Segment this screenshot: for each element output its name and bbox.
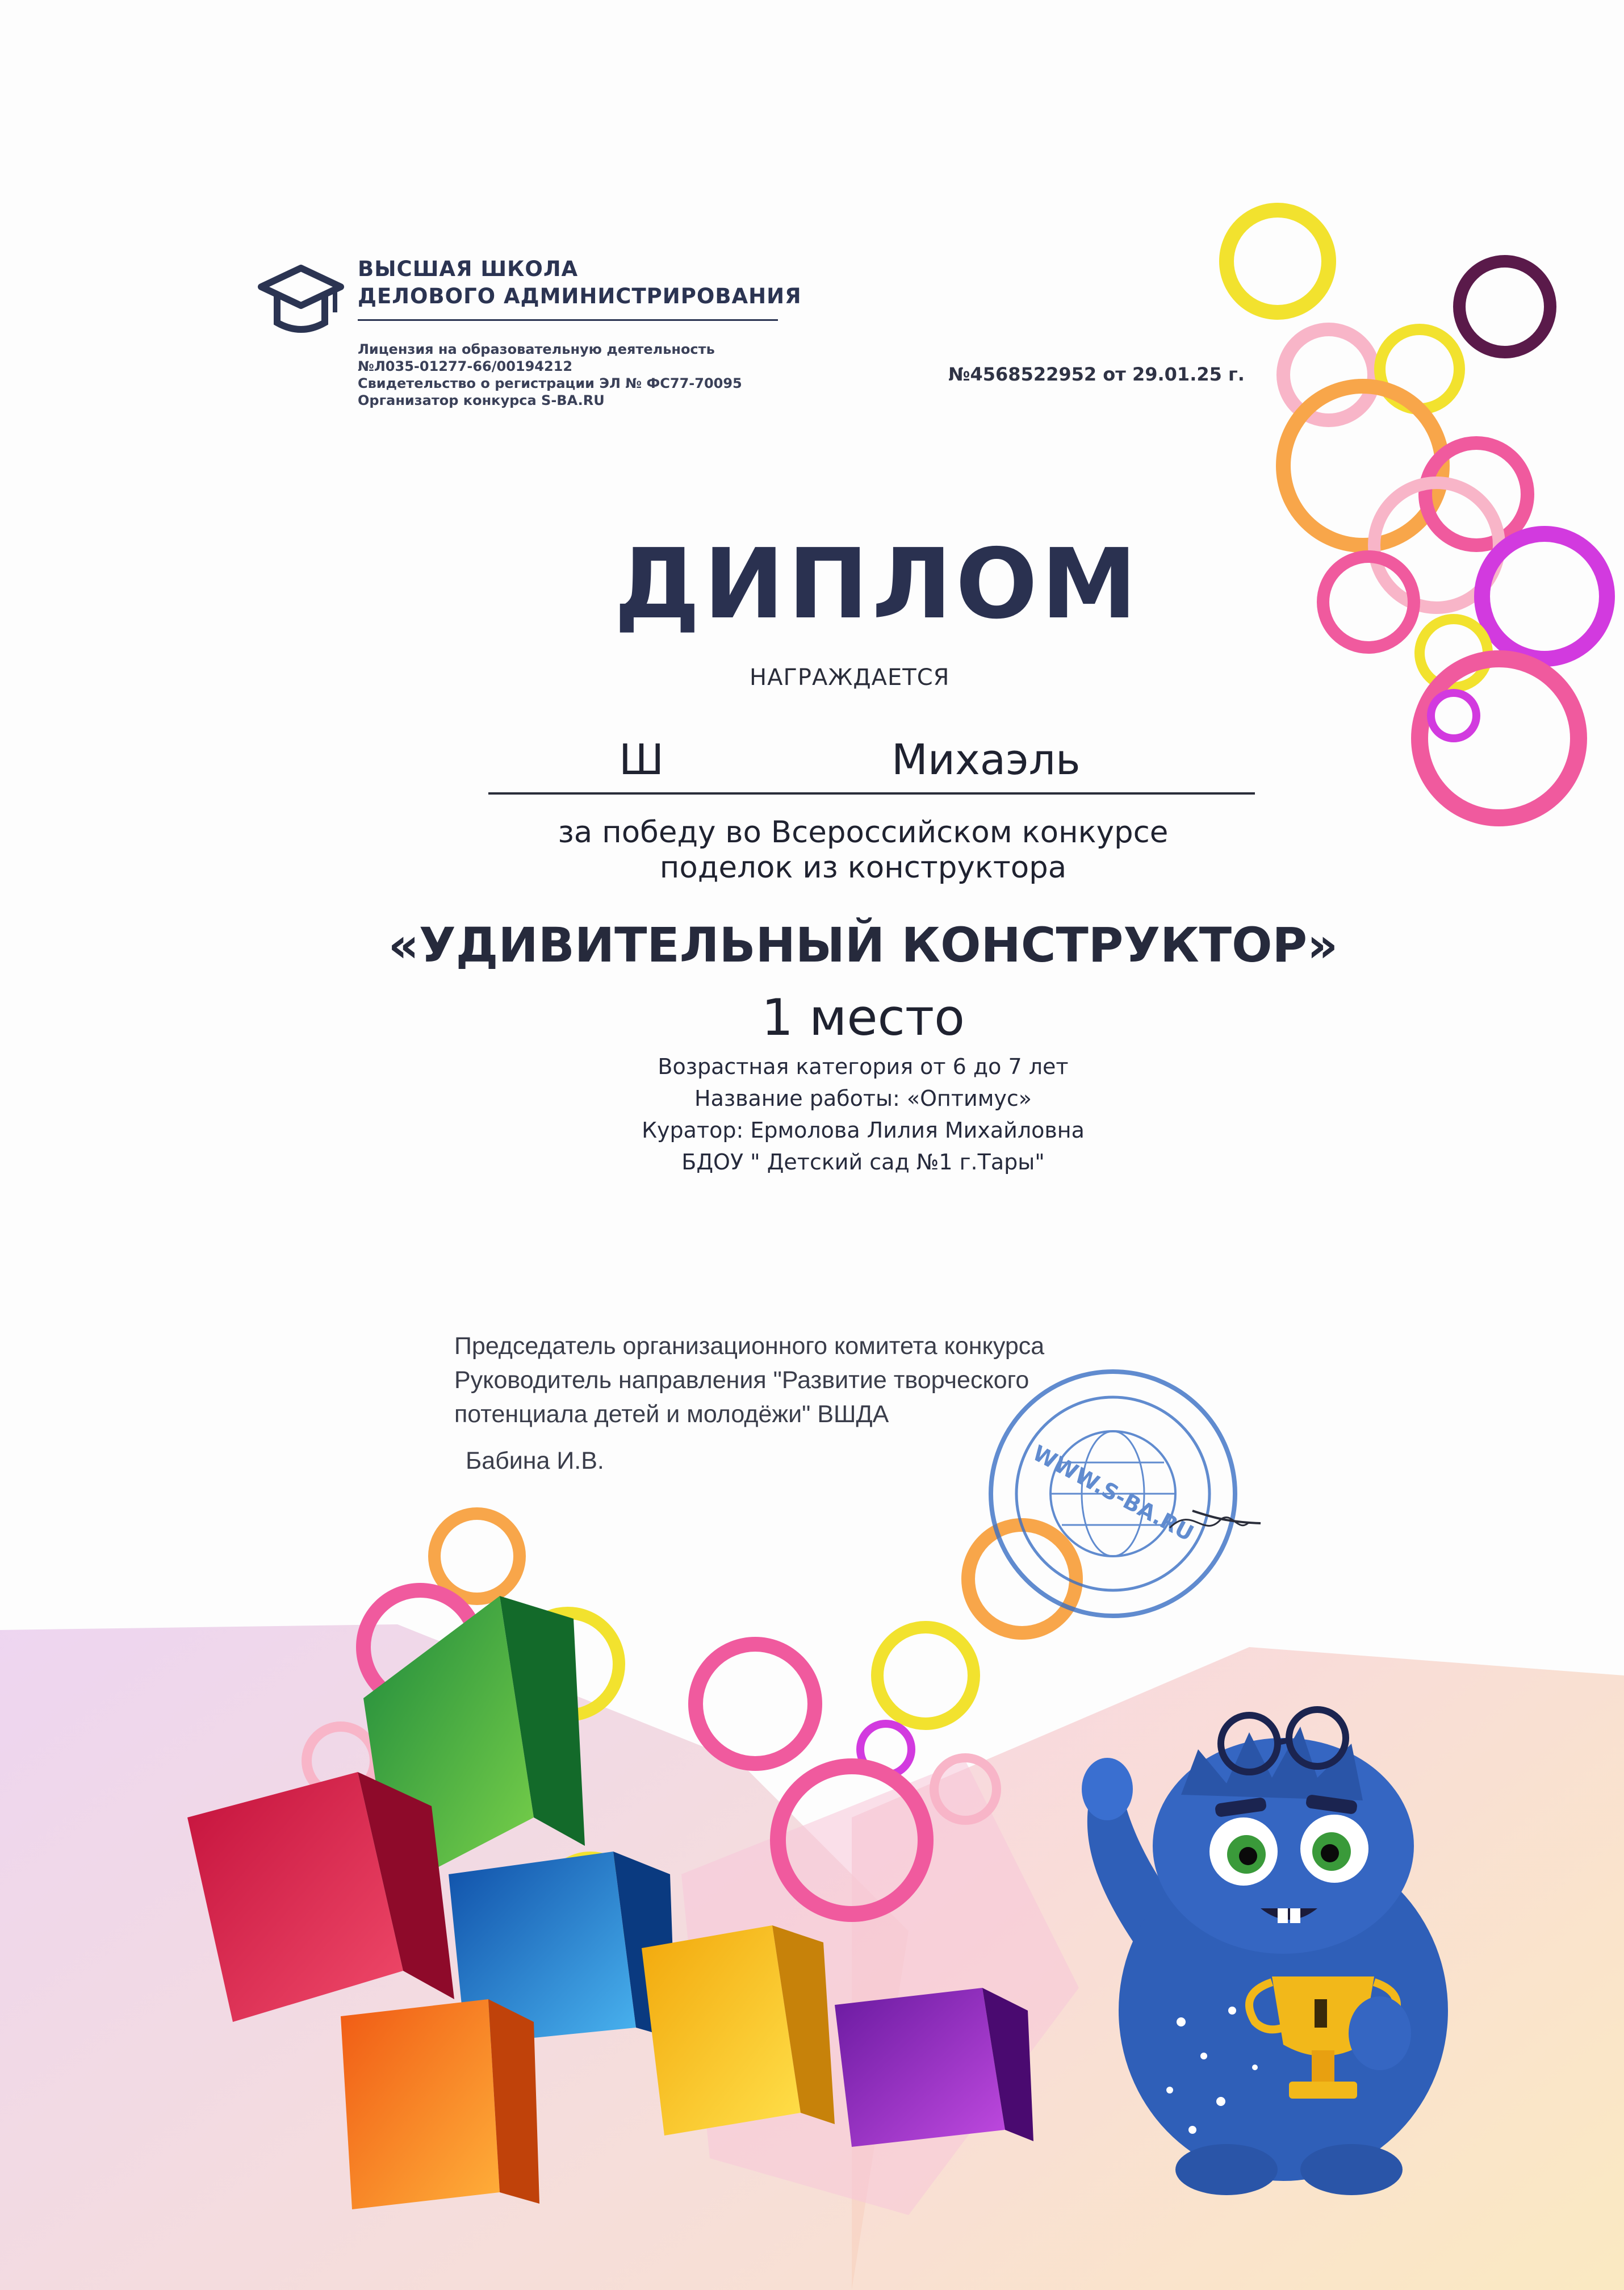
official-stamp xyxy=(954,1352,1272,1636)
logo-title xyxy=(358,256,802,310)
recipient-surname: Ш xyxy=(619,736,664,784)
signature-position-line2: Руководитель направления "Развитие творческого xyxy=(454,1367,1029,1394)
license-number: №Л035-01277-66/00194212 xyxy=(358,358,573,374)
place-award: 1 место xyxy=(761,988,965,1047)
reason-line1: за победу во Всероссийском конкурсе xyxy=(558,815,1169,850)
signature-position-line3: потенциала детей и молодёжи" ВШДА xyxy=(454,1401,889,1428)
recipient-first-name: Михаэль xyxy=(891,736,1081,784)
graduation-cap-icon xyxy=(250,256,346,341)
contest-organizer: Организатор конкурса S-BA.RU xyxy=(358,392,605,408)
stamp-text: WWW.S-BA.RU xyxy=(1028,1440,1198,1547)
registration-certificate: Свидетельство о регистрации ЭЛ № ФС77-70095 xyxy=(358,375,742,391)
curator: Куратор: Ермолова Лилия Михайловна xyxy=(642,1118,1085,1143)
recipient-name-line xyxy=(488,736,1255,795)
reason-line2: поделок из конструктора xyxy=(659,850,1067,885)
monster-mascot-illustration xyxy=(1056,1658,1488,2198)
license-info xyxy=(358,341,742,409)
diploma-title: ДИПЛОМ xyxy=(614,528,1141,641)
signatory-name: Бабина И.В. xyxy=(466,1447,604,1474)
top-right-rings xyxy=(1227,210,1607,818)
work-name: Название работы: «Оптимус» xyxy=(694,1086,1032,1111)
logo-divider xyxy=(358,319,778,321)
awarded-label: НАГРАЖДАЕТСЯ xyxy=(750,665,950,691)
age-category: Возрастная категория от 6 до 7 лет xyxy=(658,1054,1069,1079)
signature-position-line1: Председатель организационного комитета конкурса xyxy=(454,1332,1045,1360)
institution: БДОУ " Детский сад №1 г.Тары" xyxy=(681,1150,1045,1175)
logo-title-line2: ДЕЛОВОГО АДМИНИСТРИРОВАНИЯ xyxy=(358,284,802,308)
document-number: №4568522952 от 29.01.25 г. xyxy=(948,363,1245,385)
logo-title-line1: ВЫСШАЯ ШКОЛА xyxy=(358,257,579,281)
contest-name: «УДИВИТЕЛЬНЫЙ КОНСТРУКТОР» xyxy=(388,917,1338,973)
license-line: Лицензия на образовательную деятельность xyxy=(358,341,715,357)
